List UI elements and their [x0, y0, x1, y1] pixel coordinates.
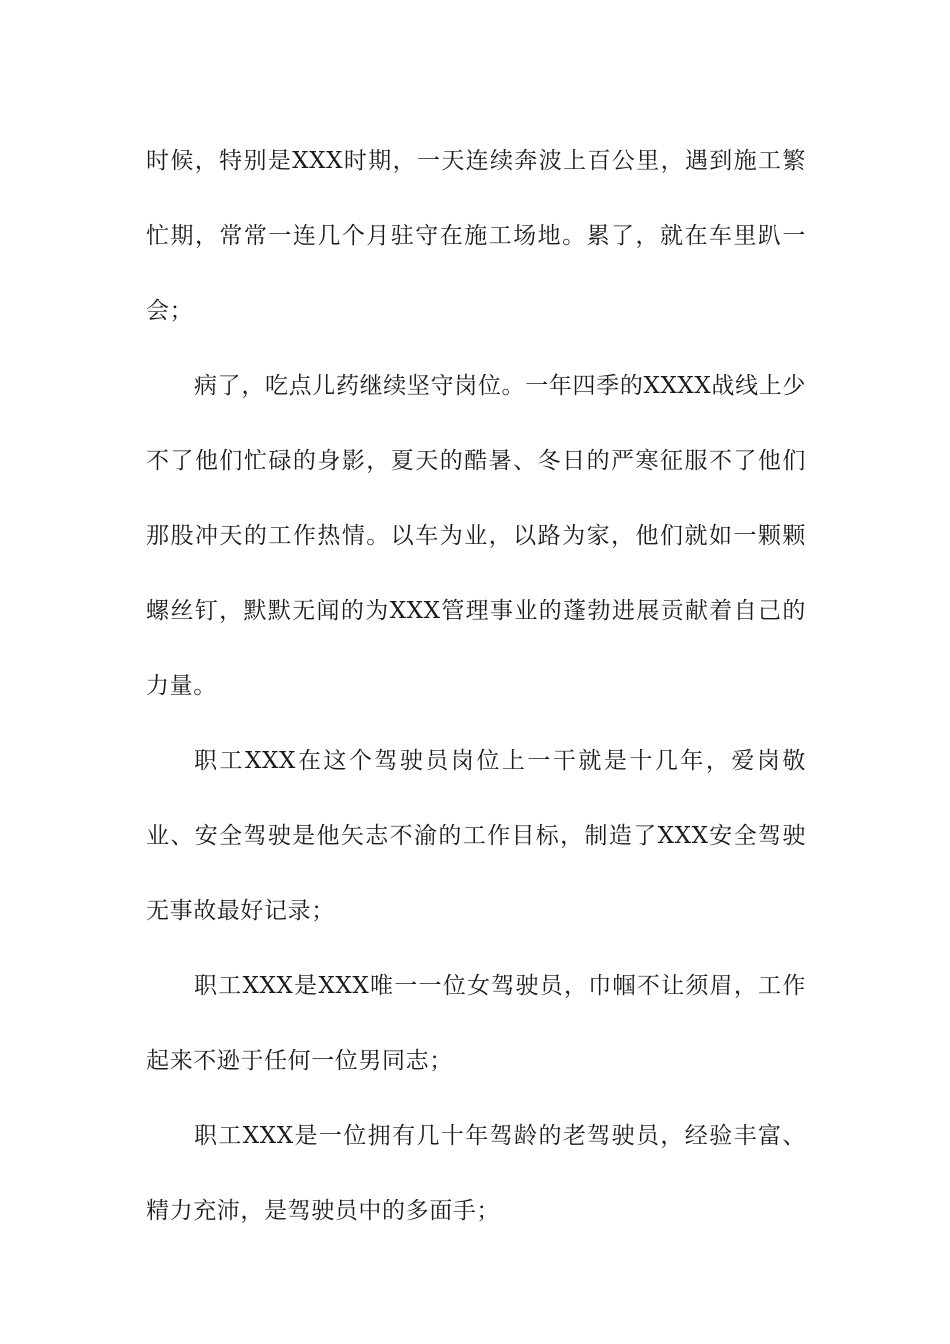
paragraph-1: 时候，特别是XXX时期，一天连续奔波上百公里，遇到施工繁忙期，常常一连几个月驻守在施工场地。累了，就在车里趴一会；	[146, 148, 806, 324]
paragraph-4: 职工XXX是XXX唯一一位女驾驶员，巾帼不让须眉，工作起来不逊于任何一位男同志；	[146, 973, 806, 1074]
paragraph-3: 职工XXX在这个驾驶员岗位上一干就是十几年，爱岗敬业、安全驾驶是他矢志不渝的工作目标，制造了XXX安全驾驶无事故最好记录；	[146, 748, 806, 924]
paragraph-2: 病了，吃点儿药继续坚守岗位。一年四季的XXXX战线上少不了他们忙碌的身影，夏天的酷暑、冬日的严寒征服不了他们那股冲天的工作热情。以车为业，以路为家，他们就如一颗颗螺丝钉，默默无闻的为XXX管理事业的蓬勃进展贡献着自己的力量。	[146, 373, 806, 699]
paragraph-5: 职工XXX是一位拥有几十年驾龄的老驾驶员，经验丰富、精力充沛，是驾驶员中的多面手；	[146, 1123, 806, 1224]
document-body	[146, 124, 806, 1249]
